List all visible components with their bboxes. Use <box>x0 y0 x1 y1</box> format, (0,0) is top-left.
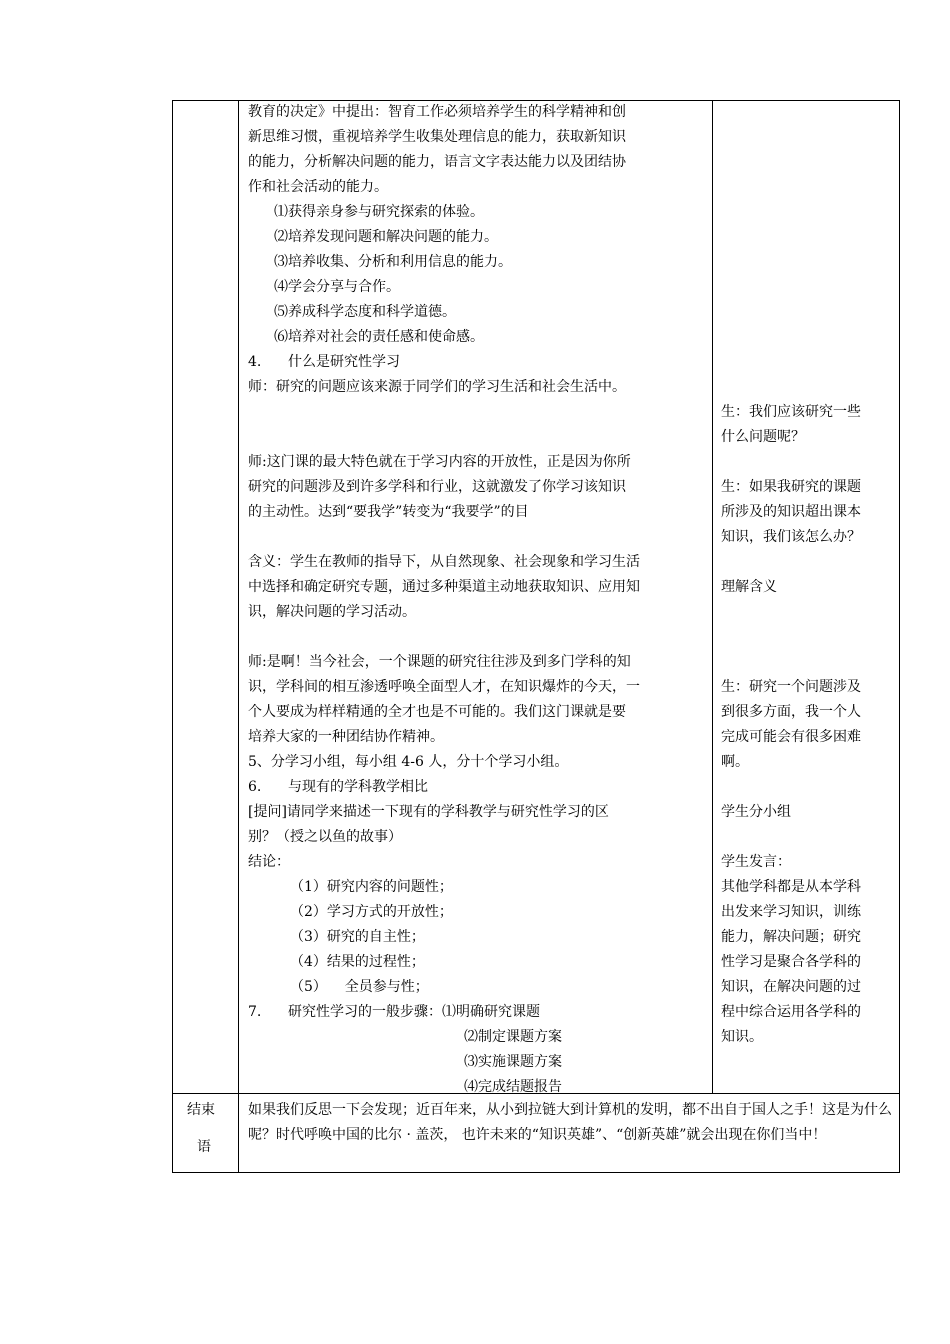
section-heading: 4. 什么是研究性学习 <box>248 354 401 370</box>
student-note: 啊。 <box>721 754 749 770</box>
student-note: 生：如果我研究的课题 <box>721 479 861 495</box>
table-border-right <box>899 100 900 1173</box>
student-note: 能力，解决问题；研究 <box>721 929 861 945</box>
main-text-line: 新思维习惯，重视培养学生收集处理信息的能力，获取新知识 <box>248 129 626 145</box>
step-item: ⑷完成结题报告 <box>464 1079 562 1095</box>
goal-item: ⑸养成科学态度和科学道德。 <box>274 304 456 320</box>
student-note: 知识，我们该怎么办？ <box>721 529 861 545</box>
main-text-line: 教育的决定》中提出：智育工作必须培养学生的科学精神和创 <box>248 104 626 120</box>
main-text-line: 培养大家的一种团结协作精神。 <box>248 729 444 745</box>
student-note: 出发来学习知识，训练 <box>721 904 861 920</box>
main-text-line: 个人要成为样样精通的全才也是不可能的。我们这门课就是要 <box>248 704 626 720</box>
student-note: 所涉及的知识超出课本 <box>721 504 861 520</box>
closing-label: 结束 <box>187 1102 215 1118</box>
student-note: 性学习是聚合各学科的 <box>721 954 861 970</box>
main-text-line: 研究的问题涉及到许多学科和行业，这就激发了你学习该知识 <box>248 479 626 495</box>
conclusion-item: （4）结果的过程性； <box>290 954 425 970</box>
table-border-bottom <box>172 1172 900 1173</box>
main-text-line: 中选择和确定研究专题，通过多种渠道主动地获取知识、应用知 <box>248 579 640 595</box>
closing-text: 如果我们反思一下会发现；近百年来，从小到拉链大到计算机的发明，都不出自于国人之手！这是为什么呢？时代呼唤中国的比尔 · 盖茨， 也许未来的“知识英雄”、“创新英雄”就会出现在你们当中！ <box>248 1102 892 1143</box>
student-note: 到很多方面，我一个人 <box>721 704 861 720</box>
closing-label: 语 <box>197 1139 211 1155</box>
goal-item: ⑵培养发现问题和解决问题的能力。 <box>274 229 498 245</box>
main-text-line: 别？（授之以鱼的故事） <box>248 829 402 845</box>
conclusion-item: （2）学习方式的开放性； <box>290 904 453 920</box>
student-note: 理解含义 <box>721 579 777 595</box>
conclusion-item: （1）研究内容的问题性； <box>290 879 453 895</box>
student-note: 生：研究一个问题涉及 <box>721 679 861 695</box>
goal-item: ⑷学会分享与合作。 <box>274 279 400 295</box>
table-border-left <box>172 100 173 1173</box>
main-text-line: 识，学科间的相互渗透呼唤全面型人才，在知识爆炸的今天，一 <box>248 679 640 695</box>
main-text-line: 的主动性。达到“要我学”转变为“我要学”的目 <box>248 504 529 520</box>
main-text-line: 师：研究的问题应该来源于同学们的学习生活和社会生活中。 <box>248 379 626 395</box>
main-text-line: 师:是啊！当今社会，一个课题的研究往往涉及到多门学科的知 <box>248 654 631 670</box>
student-note: 完成可能会有很多困难 <box>721 729 861 745</box>
student-note: 程中综合运用各学科的 <box>721 1004 861 1020</box>
table-column-divider <box>238 100 239 1173</box>
section-heading: 6. 与现有的学科教学相比 <box>248 779 429 795</box>
conclusion-item: （3）研究的自主性； <box>290 929 425 945</box>
student-note: 生：我们应该研究一些 <box>721 404 861 420</box>
student-note: 什么问题呢？ <box>721 429 805 445</box>
step-item: ⑵制定课题方案 <box>464 1029 562 1045</box>
goal-item: ⑶培养收集、分析和利用信息的能力。 <box>274 254 512 270</box>
goal-item: ⑹培养对社会的责任感和使命感。 <box>274 329 484 345</box>
main-text-line: 5、分学习小组，每小组 4-6 人，分十个学习小组。 <box>248 754 569 770</box>
main-text-line: 识，解决问题的学习活动。 <box>248 604 416 620</box>
student-note: 其他学科都是从本学科 <box>721 879 861 895</box>
main-text-line: 师:这门课的最大特色就在于学习内容的开放性，正是因为你所 <box>248 454 631 470</box>
main-text-line: 含义：学生在教师的指导下，从自然现象、社会现象和学习生活 <box>248 554 640 570</box>
table-column-divider <box>712 100 713 1094</box>
student-note: 学生分小组 <box>721 804 791 820</box>
main-text-line: 的能力，分析解决问题的能力，语言文字表达能力以及团结协 <box>248 154 626 170</box>
main-text-line: [提问]请同学来描述一下现有的学科教学与研究性学习的区 <box>248 804 609 820</box>
main-text-line: 结论： <box>248 854 290 870</box>
student-note: 知识，在解决问题的过 <box>721 979 861 995</box>
student-note: 知识。 <box>721 1029 763 1045</box>
student-note: 学生发言： <box>721 854 791 870</box>
goal-item: ⑴获得亲身参与研究探索的体验。 <box>274 204 484 220</box>
main-text-line: 作和社会活动的能力。 <box>248 179 388 195</box>
step-item: ⑶实施课题方案 <box>464 1054 562 1070</box>
section-heading: 7. 研究性学习的一般步骤：⑴明确研究课题 <box>248 1004 541 1020</box>
conclusion-item: （5） 全员参与性； <box>290 979 429 995</box>
